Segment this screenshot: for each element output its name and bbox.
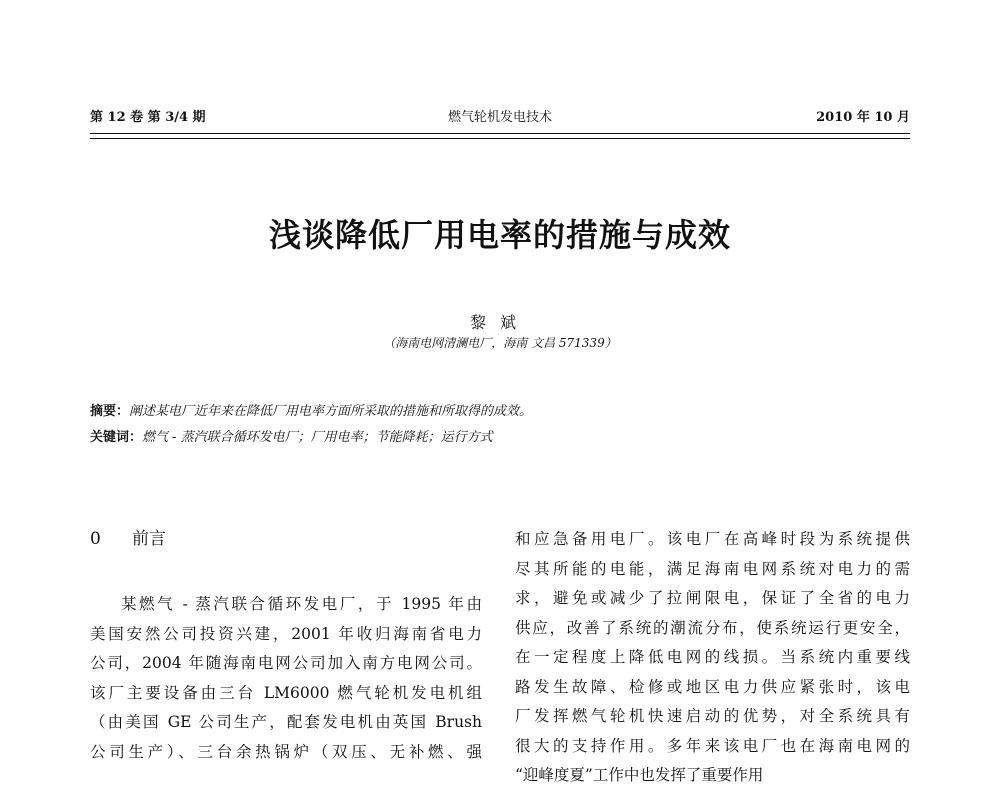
section-title: 前言 (132, 529, 166, 549)
text-line: “迎峰度夏”工作中也发挥了重要作用 (515, 766, 764, 784)
header-rule-bottom (90, 138, 910, 139)
running-header (90, 106, 910, 126)
author-name: 黎斌 (469, 313, 530, 332)
header-rule-top (90, 133, 910, 134)
abstract-label: 摘要： (90, 404, 130, 419)
keywords-label: 关键词： (90, 430, 143, 445)
text-line: 供应，改善了系统的潮流分布，使系统运行更安全， (515, 618, 910, 637)
publication-date: 2010 年 10 月 (816, 110, 910, 125)
journal-name: 燃气轮机发电技术 (447, 110, 552, 125)
article-title: 浅谈降低厂用电率的措施与成效 (268, 216, 731, 254)
text-line: 很大的支持作用。多年来该电厂也在海南电网的 (515, 736, 910, 755)
text-line: 公司，2004 年随海南电网公司加入南方电网公司。 (90, 654, 482, 672)
text-line: 公司生产）、三台余热锅炉（双压、无补燃、强 (90, 742, 482, 761)
text-line: 某燃气 - 蒸汽联合循环发电厂，于 1995 年由 (121, 595, 482, 613)
text-line: 厂发挥燃气轮机快速启动的优势，对全系统具有 (515, 707, 910, 725)
volume-issue: 第 12 卷 第 3/4 期 (90, 110, 206, 125)
author-affiliation: （海南电网清澜电厂，海南 文昌 571339） (383, 336, 617, 350)
left-column-body (90, 590, 482, 767)
text-line: （由美国 GE 公司生产，配套发电机由英国 Brush (90, 713, 482, 731)
text-line: 路发生故障、检修或地区电力供应紧张时，该电 (515, 677, 910, 696)
abstract-line (90, 399, 910, 425)
keywords-text: 燃气 - 蒸汽联合循环发电厂；厂用电率；节能降耗；运行方式 (142, 430, 493, 445)
text-line: 和应急备用电厂。该电厂在高峰时段为系统提供 (515, 530, 910, 548)
keywords-line (90, 425, 910, 451)
section-heading (90, 524, 166, 549)
text-line: 在一定程度上降低电网的线损。当系统内重要线 (515, 648, 910, 666)
text-line: 尽其所能的电能，满足海南电网系统对电力的需 (515, 559, 910, 578)
text-line: 美国安然公司投资兴建，2001 年收归海南省电力 (90, 624, 482, 643)
abstract-block (90, 399, 910, 451)
abstract-text: 阐述某电厂近年来在降低厂用电率方面所采取的措施和所取得的成效。 (129, 404, 533, 419)
text-line: 该厂主要设备由三台 LM6000 燃气轮机发电机组 (90, 683, 482, 702)
right-column-body (515, 525, 910, 791)
text-line: 求，避免或减少了拉闸限电，保证了全省的电力 (515, 589, 910, 607)
section-number: 0 (90, 529, 101, 549)
